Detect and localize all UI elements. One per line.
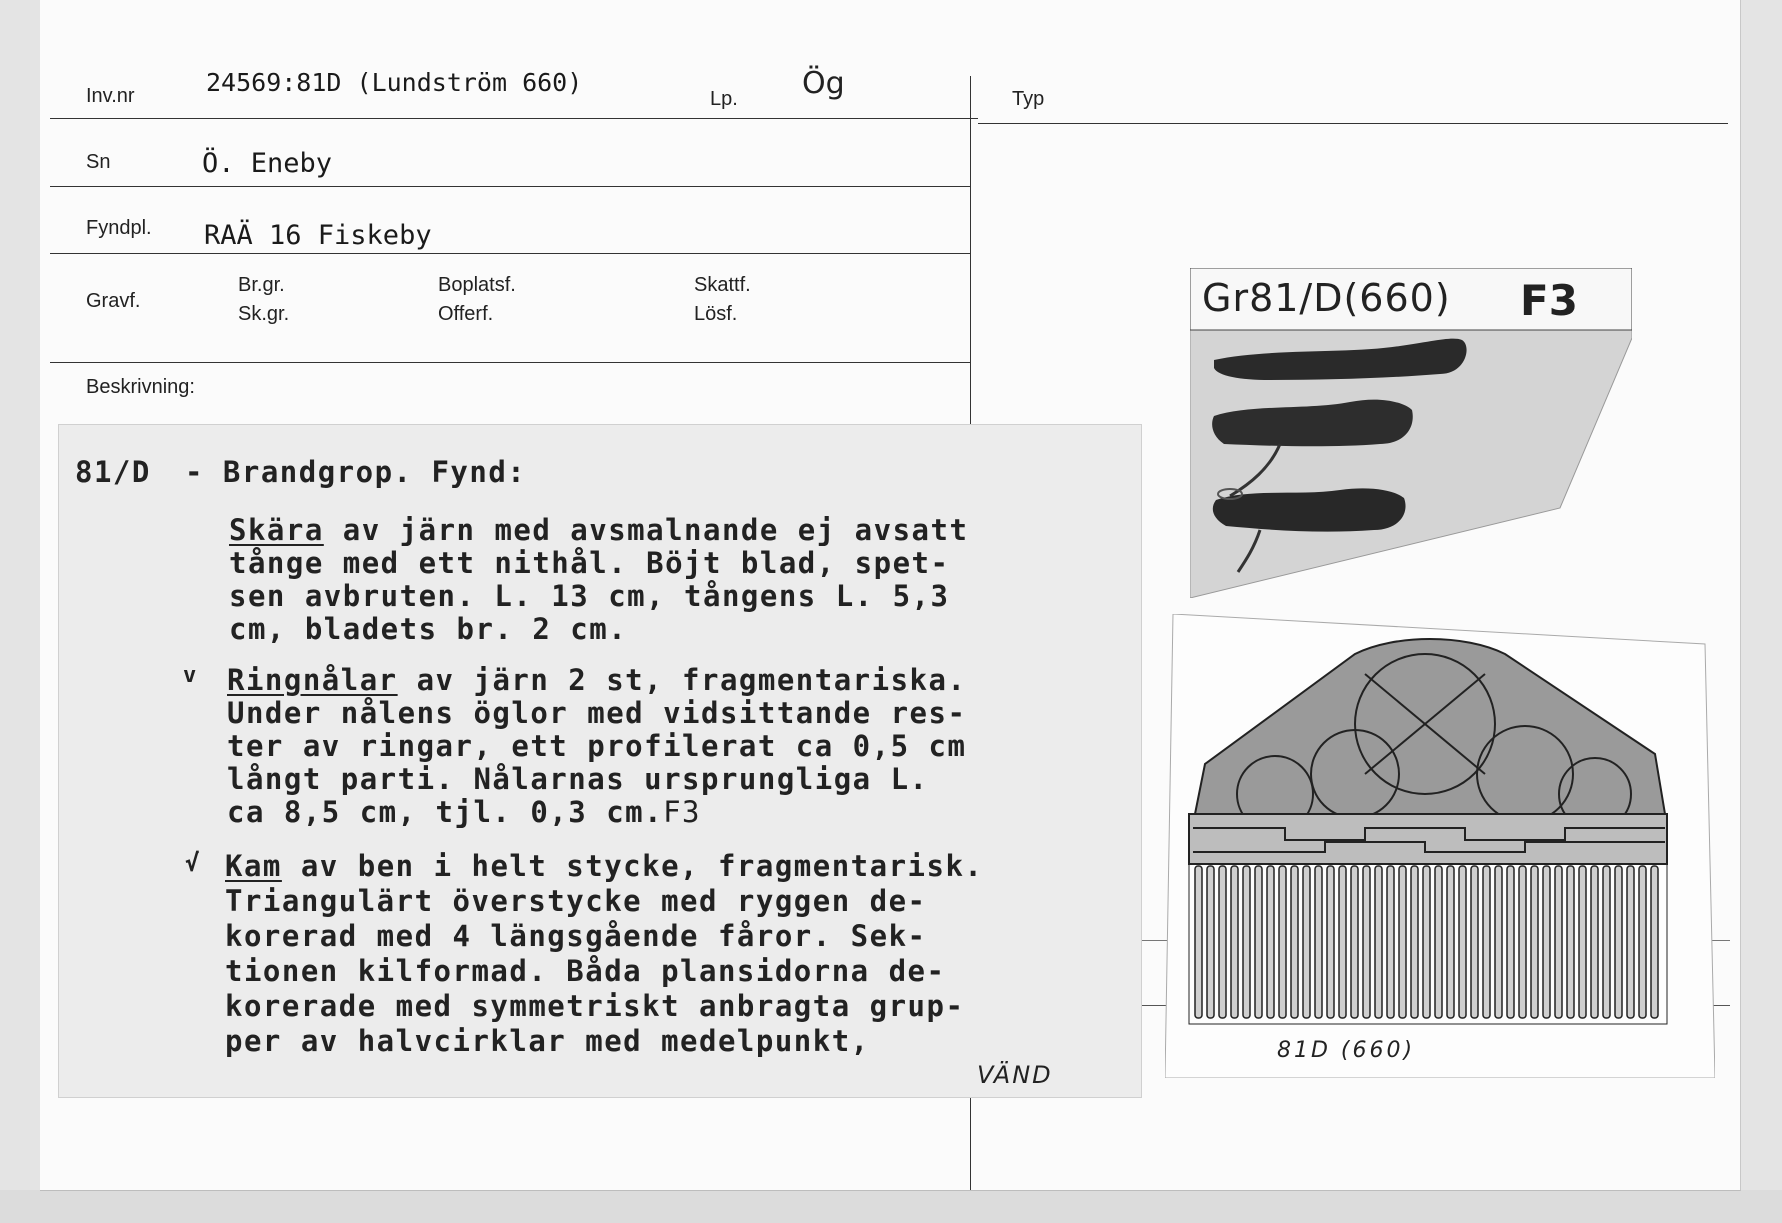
vand-note: VÄND bbox=[977, 1061, 1053, 1089]
lp-value: Ög bbox=[802, 66, 845, 101]
check-mark: √ bbox=[185, 849, 201, 877]
comb-caption: 81D (660) bbox=[1277, 1038, 1416, 1063]
comb-tooth bbox=[1207, 866, 1214, 1018]
comb-tooth bbox=[1303, 866, 1310, 1018]
comb-tooth bbox=[1243, 866, 1250, 1018]
comb-tooth bbox=[1495, 866, 1502, 1018]
skattf-option: Skattf. bbox=[694, 274, 751, 296]
item-line: Under nålens öglor med vidsittande res- bbox=[227, 696, 967, 730]
item-line: korerade med symmetriskt anbragta grup- bbox=[225, 989, 965, 1023]
losf-option: Lösf. bbox=[694, 303, 738, 325]
check-mark: v bbox=[183, 663, 198, 688]
description-slip bbox=[58, 424, 1142, 1098]
comb-tooth bbox=[1447, 866, 1454, 1018]
comb-tooth bbox=[1339, 866, 1346, 1018]
inv-label: Inv.nr bbox=[86, 85, 135, 107]
comb-tooth bbox=[1519, 866, 1526, 1018]
item-line: tånge med ett nithål. Böjt blad, spet- bbox=[229, 546, 950, 580]
offerf-option: Offerf. bbox=[438, 303, 494, 325]
comb-tooth bbox=[1555, 866, 1562, 1018]
comb-tooth bbox=[1387, 866, 1394, 1018]
photo1-f3: F3 bbox=[1520, 276, 1578, 325]
divider bbox=[50, 118, 978, 119]
comb-tooth bbox=[1567, 866, 1574, 1018]
fyndpl-value: RAÄ 16 Fiskeby bbox=[204, 220, 432, 251]
beskrivning-label: Beskrivning: bbox=[86, 376, 195, 398]
sn-label: Sn bbox=[86, 151, 111, 173]
item-line: Skära av järn med avsmalnande ej avsatt bbox=[229, 513, 969, 547]
comb-drawing-image bbox=[1165, 614, 1715, 1078]
item-line: Ringnålar av järn 2 st, fragmentariska. bbox=[227, 663, 967, 697]
comb-tooth bbox=[1411, 866, 1418, 1018]
photo1-label: Gr81/D(660) bbox=[1202, 276, 1451, 320]
item-line: Triangulärt överstycke med ryggen de- bbox=[225, 884, 927, 918]
divider bbox=[50, 362, 970, 363]
typ-label: Typ bbox=[1012, 88, 1045, 110]
comb-tooth bbox=[1483, 866, 1490, 1018]
f3-note: F3 bbox=[663, 795, 701, 829]
comb-tooth bbox=[1471, 866, 1478, 1018]
comb-tooth bbox=[1363, 866, 1370, 1018]
comb-tooth bbox=[1327, 866, 1334, 1018]
lp-label: Lp. bbox=[710, 88, 738, 110]
item-line: långt parti. Nålarnas ursprungliga L. bbox=[227, 762, 929, 796]
comb-tooth bbox=[1615, 866, 1622, 1018]
item1-term: Skära bbox=[229, 513, 324, 547]
photo-iron-objects bbox=[1190, 268, 1632, 598]
comb-tooth bbox=[1375, 866, 1382, 1018]
item2-term: Ringnålar bbox=[227, 663, 398, 697]
background-strip bbox=[0, 1190, 1782, 1223]
comb-tooth bbox=[1351, 866, 1358, 1018]
item-line: Kam av ben i helt stycke, fragmentarisk. bbox=[225, 849, 984, 883]
fyndpl-label: Fyndpl. bbox=[86, 217, 152, 239]
comb-tooth bbox=[1507, 866, 1514, 1018]
comb-tooth bbox=[1543, 866, 1550, 1018]
sn-value: Ö. Eneby bbox=[202, 148, 333, 179]
comb-tooth bbox=[1315, 866, 1322, 1018]
photo-comb-drawing bbox=[1165, 614, 1715, 1078]
comb-tooth bbox=[1579, 866, 1586, 1018]
comb-tooth bbox=[1591, 866, 1598, 1018]
item-line: sen avbruten. L. 13 cm, tångens L. 5,3 bbox=[229, 579, 950, 613]
sk-gr-option: Sk.gr. bbox=[238, 303, 290, 325]
boplatsf-option: Boplatsf. bbox=[438, 274, 516, 296]
comb-tooth bbox=[1627, 866, 1634, 1018]
comb-tooth bbox=[1267, 866, 1274, 1018]
comb-tooth bbox=[1639, 866, 1646, 1018]
comb-tooth bbox=[1531, 866, 1538, 1018]
item-line: korerad med 4 längsgående fåror. Sek- bbox=[225, 919, 927, 953]
comb-tooth bbox=[1231, 866, 1238, 1018]
divider bbox=[50, 186, 970, 187]
comb-tooth bbox=[1459, 866, 1466, 1018]
comb-tooth bbox=[1423, 866, 1430, 1018]
comb-tooth bbox=[1279, 866, 1286, 1018]
item-line: cm, bladets br. 2 cm. bbox=[229, 612, 628, 646]
item-line: tionen kilformad. Båda plansidorna de- bbox=[225, 954, 946, 988]
gravf-label: Gravf. bbox=[86, 290, 141, 312]
comb-tooth bbox=[1603, 866, 1610, 1018]
divider bbox=[978, 123, 1728, 124]
comb-tooth bbox=[1435, 866, 1442, 1018]
br-gr-option: Br.gr. bbox=[238, 274, 285, 296]
comb-tooth bbox=[1195, 866, 1202, 1018]
item-line: ca 8,5 cm, tjl. 0,3 cm.F3 bbox=[227, 795, 701, 829]
heading-text: - Brandgrop. Fynd: bbox=[185, 455, 527, 489]
inv-value: 24569:81D (Lundström 660) bbox=[206, 68, 583, 97]
comb-tooth bbox=[1291, 866, 1298, 1018]
heading-number: 81/D bbox=[75, 455, 151, 489]
comb-tooth bbox=[1651, 866, 1658, 1018]
item-line: ter av ringar, ett profilerat ca 0,5 cm bbox=[227, 729, 967, 763]
item-line: per av halvcirklar med medelpunkt, bbox=[225, 1024, 870, 1058]
comb-tooth bbox=[1219, 866, 1226, 1018]
divider bbox=[50, 253, 970, 254]
item3-term: Kam bbox=[225, 849, 282, 883]
comb-tooth bbox=[1399, 866, 1406, 1018]
comb-tooth bbox=[1255, 866, 1262, 1018]
